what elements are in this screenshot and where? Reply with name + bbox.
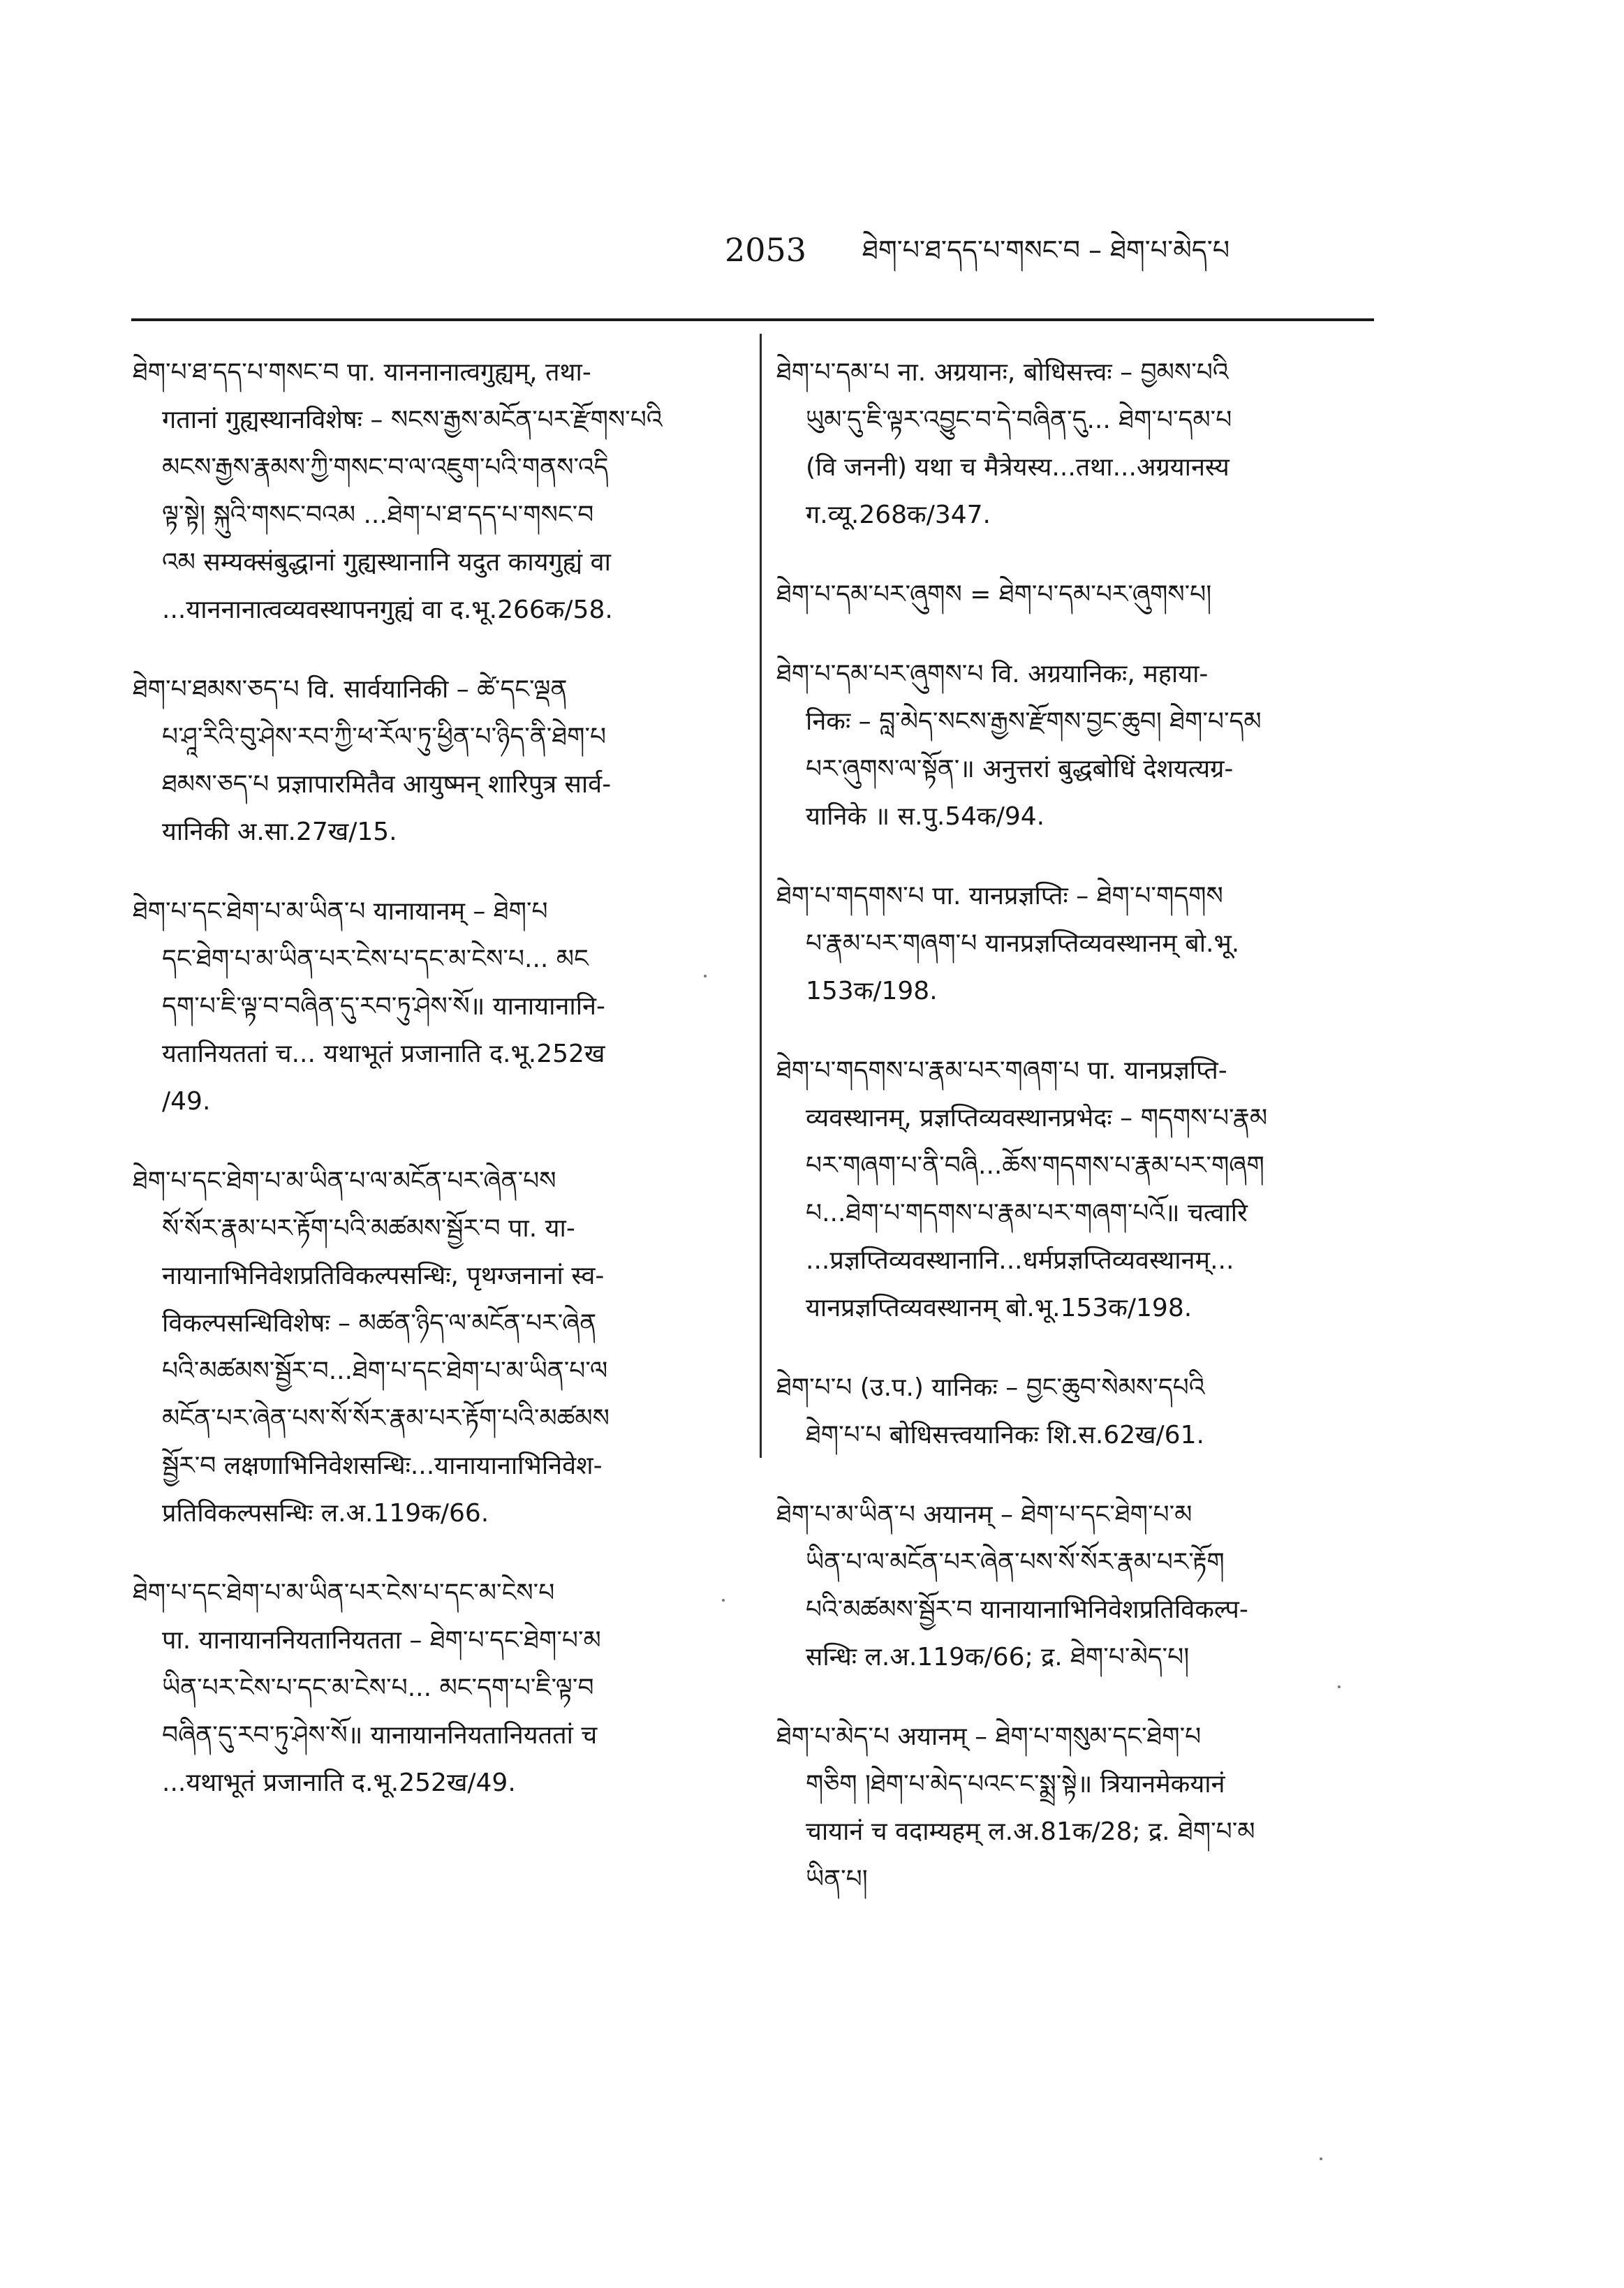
entry-line: पा. यानायाननियतानियतता – ཐེག་པ་དང་ཐེག་པ་མ bbox=[162, 1626, 601, 1655]
entry-headline: ཐེག་པ་གདགས་པ पा. यानप्रज्ञप्तिः – ཐེག་པ་གདགས bbox=[776, 882, 1223, 910]
entry-line: चायानं च वदाम्यहम् ल.अ.81क/28; द्र. ཐེག་པ་མ bbox=[806, 1817, 1255, 1846]
entry-headline: ཐེག་པ་གདགས་པ་རྣམ་པར་གཞག་པ पा. यानप्रज्ञप्ति- bbox=[776, 1056, 1227, 1085]
entry-line: ग.व्यू.268क/347. bbox=[806, 501, 991, 529]
entry-line: དང་ཐེག་པ་མ་ཡིན་པར་ངེས་པ་དང་མ་ངེས་པ... མང bbox=[162, 945, 589, 973]
entry-line: ...प्रज्ञप्तिव्यवस्थानानि...धर्मप्रज्ञप्तिव्यवस्थानम्... bbox=[806, 1246, 1234, 1275]
entry-headline: ཐེག་པ་མ་ཡིན་པ अयानम् – ཐེག་པ་དང་ཐེག་པ་མ bbox=[776, 1500, 1193, 1529]
entry-line: (वि जननी) यथा च मैत्रेयस्य...तथा...अग्रयानस्य bbox=[806, 453, 1230, 482]
dictionary-entry bbox=[133, 666, 747, 856]
column-divider bbox=[760, 334, 762, 1458]
entry-headline: ཐེག་པ་པ (उ.प.) यानिकः – བྱང་ཆུབ་སེམས་དཔའི bbox=[776, 1373, 1205, 1402]
entry-line: པ་ཤཱ་རིའི་བུ་ཤེས་རབ་ཀྱི་ཕ་རོལ་ཏུ་ཕྱིན་པ་ཉིད་ནི་ཐེག་པ bbox=[162, 723, 607, 751]
entry-headline: ཐེག་པ་དང་ཐེག་པ་མ་ཡིན་པ यानायानम् – ཐེག་པ bbox=[133, 897, 548, 926]
right-column bbox=[776, 349, 1391, 1935]
entry-headline: ཐེག་པ་དང་ཐེག་པ་མ་ཡིན་པ་ལ་མངོན་པར་ཞེན་པས bbox=[133, 1167, 556, 1195]
entry-line: यतानियततां च... यथाभूतं प्रजानाति द.भू.252ख bbox=[162, 1040, 605, 1068]
entry-line: སྦྱོར་བ लक्षणाभिनिवेशसन्धिः...यानायानाभिनिवेश- bbox=[162, 1452, 603, 1480]
page-header bbox=[0, 222, 1624, 278]
dictionary-entry bbox=[133, 349, 747, 634]
dictionary-entry bbox=[776, 1364, 1391, 1459]
dictionary-entry bbox=[133, 888, 747, 1125]
dictionary-entry bbox=[776, 1047, 1391, 1332]
entry-headline: ཐེག་པ་དང་ཐེག་པ་མ་ཡིན་པར་ངེས་པ་དང་མ་ངེས་པ bbox=[133, 1579, 555, 1607]
entry-line: यानिके ॥ स.पु.54क/94. bbox=[806, 802, 1045, 831]
entry-line: ...यथाभूतं प्रजानाति द.भू.252ख/49. bbox=[162, 1769, 516, 1797]
entry-line: निकः – བླ་མེད་སངས་རྒྱས་རྫོགས་བྱང་ཆུབ། ཐེག་པ་དམ bbox=[806, 707, 1262, 736]
entry-line: गतानां गुह्यस्थानविशेषः – སངས་རྒྱས་མངོན་པར་རྫོགས་པའི bbox=[162, 406, 663, 434]
entry-line: ཐམས་ཅད་པ प्रज्ञापारमितैव आयुष्मन् शारिपुत्र सार्व- bbox=[162, 770, 612, 799]
running-head: ཐེག་པ་ཐ་དད་པ་གསང་བ – ཐེག་པ་མེད་པ bbox=[862, 235, 1230, 265]
page-number: 2053 bbox=[725, 231, 807, 269]
entry-line: प्रतिविकल्पसन्धिः ल.अ.119क/66. bbox=[162, 1499, 489, 1528]
entry-line: མངས་རྒྱས་རྣམས་ཀྱི་གསང་བ་ལ་འཇུག་པའི་གནས་འདི bbox=[162, 453, 609, 482]
entry-line: པའི་མཚམས་སྦྱོར་བ...ཐེག་པ་དང་ཐེག་པ་མ་ཡིན་པ་ལ bbox=[162, 1357, 608, 1385]
dictionary-entry bbox=[133, 1158, 747, 1537]
dictionary-entry bbox=[776, 349, 1391, 539]
entry-line: པར་ཞུགས་ལ་སྟོན་॥ अनुत्तरां बुद्धबोधिं देशयत्यग्र- bbox=[806, 755, 1234, 783]
header-rule bbox=[131, 318, 1374, 321]
entry-line: ཡིན་པ་ལ་མངོན་པར་ཞེན་པས་སོ་སོར་རྣམ་པར་རྟོག bbox=[806, 1548, 1225, 1577]
entry-line: པར་གཞག་པ་ནི་བཞི...ཆོས་གདགས་པ་རྣམ་པར་གཞག bbox=[806, 1151, 1264, 1180]
entry-line: བཞིན་དུ་རབ་ཏུ་ཤེས་སོ॥ यानायाननियतानियततां च bbox=[162, 1721, 598, 1750]
entry-line: འམ सम्यक्संबुद्धानां गुह्यस्थानानि यदुत कायगुह्यं वा bbox=[162, 548, 611, 577]
entry-line: སོ་སོར་རྣམ་པར་རྟོག་པའི་མཚམས་སྦྱོར་བ पा. या- bbox=[162, 1214, 575, 1243]
entry-line: नायानाभिनिवेशप्रतिविकल्पसन्धिः, पृथग्जनानां स्व- bbox=[162, 1262, 605, 1290]
entry-line: གཅིག །ཐེག་པ་མེད་པའང་ང་སྨྲ་སྟེ॥ त्रियानमेकयानं bbox=[806, 1770, 1225, 1799]
dictionary-entry bbox=[776, 1491, 1391, 1681]
dictionary-entry bbox=[133, 1570, 747, 1807]
entry-headline: ཐེག་པ་དམ་པར་ཞུགས = ཐེག་པ་དམ་པར་ཞུགས་པ། bbox=[776, 580, 1212, 609]
speck bbox=[722, 1599, 725, 1602]
entry-line: ལྟ་སྟེ། སྐུའི་གསང་བའམ ...ཐེག་པ་ཐ་དད་པ་གསང་བ bbox=[162, 501, 594, 529]
entry-line: 153क/198. bbox=[806, 977, 938, 1005]
entry-line: པ...ཐེག་པ་གདགས་པ་རྣམ་པར་གཞག་པའོ॥ चत्वारि bbox=[806, 1199, 1248, 1227]
entry-line: ཡིན་པར་ངེས་པ་དང་མ་ངེས་པ... མང་དག་པ་ཇི་ལྟ་བ bbox=[162, 1674, 594, 1702]
entry-headline: ཐེག་པ་དམ་པ ना. अग्रयानः, बोधिसत्त्वः – བྱམས་པའི bbox=[776, 358, 1229, 387]
entry-line: པའི་མཚམས་སྦྱོར་བ यानायानाभिनिवेशप्रतिविकल्प- bbox=[806, 1595, 1248, 1624]
dictionary-entry bbox=[776, 873, 1391, 1015]
entry-line: ཡིན་པ། bbox=[806, 1865, 868, 1894]
entry-line: यानप्रज्ञप्तिव्यवस्थानम् बो.भू.153क/198. bbox=[806, 1294, 1193, 1322]
entry-line: ཐེག་པ་པ बोधिसत्त्वयानिकः शि.स.62ख/61. bbox=[806, 1421, 1204, 1449]
dictionary-entry bbox=[776, 651, 1391, 841]
left-column bbox=[133, 349, 747, 1839]
entry-line: ཡུམ་དུ་ཇི་ལྟར་འབྱུང་བ་དེ་བཞིན་དུ... ཐེག་པ་དམ་པ bbox=[806, 406, 1232, 434]
entry-headline: ཐེག་པ་ཐ་དད་པ་གསང་བ पा. याननानात्वगुह्यम्, तथा- bbox=[133, 358, 591, 387]
entry-line: व्यवस्थानम्, प्रज्ञप्तिव्यवस्थानप्रभेदः – གདགས་པ་རྣམ bbox=[806, 1104, 1268, 1132]
entry-headline: ཐེག་པ་མེད་པ अयानम् – ཐེག་པ་གསུམ་དང་ཐེག་པ bbox=[776, 1722, 1202, 1751]
dictionary-entry bbox=[776, 1713, 1391, 1903]
speck bbox=[704, 975, 707, 977]
entry-line: /49. bbox=[162, 1087, 211, 1116]
entry-line: མངོན་པར་ཞེན་པས་སོ་སོར་རྣམ་པར་རྟོག་པའི་མཚམས bbox=[162, 1404, 610, 1433]
entry-headline: ཐེག་པ་དམ་པར་ཞུགས་པ वि. अग्रयानिकः, महाया- bbox=[776, 660, 1209, 688]
entry-line: དག་པ་ཇི་ལྟ་བ་བཞིན་དུ་རབ་ཏུ་ཤེས་སོ॥ यानायानानि- bbox=[162, 992, 606, 1021]
entry-headline: ཐེག་པ་ཐམས་ཅད་པ वि. सार्वयानिकी – ཚེ་དང་ལྡན bbox=[133, 675, 568, 704]
entry-line: यानिकी अ.सा.27ख/15. bbox=[162, 818, 397, 846]
entry-line: ...याननानात्वव्यवस्थापनगुह्यं वा द.भू.266क/58. bbox=[162, 596, 613, 624]
speck bbox=[1320, 2157, 1322, 2160]
entry-line: विकल्पसन्धिविशेषः – མཚན་ཉིད་ལ་མངོན་པར་ཞེན bbox=[162, 1309, 597, 1338]
entry-line: པ་རྣམ་པར་གཞག་པ यानप्रज्ञप्तिव्यवस्थानम् बो.भू. bbox=[806, 929, 1240, 958]
entry-line: सन्धिः ल.अ.119क/66; द्र. ཐེག་པ་མེད་པ། bbox=[806, 1643, 1190, 1671]
dictionary-entry bbox=[776, 571, 1391, 619]
speck bbox=[1338, 1685, 1341, 1688]
